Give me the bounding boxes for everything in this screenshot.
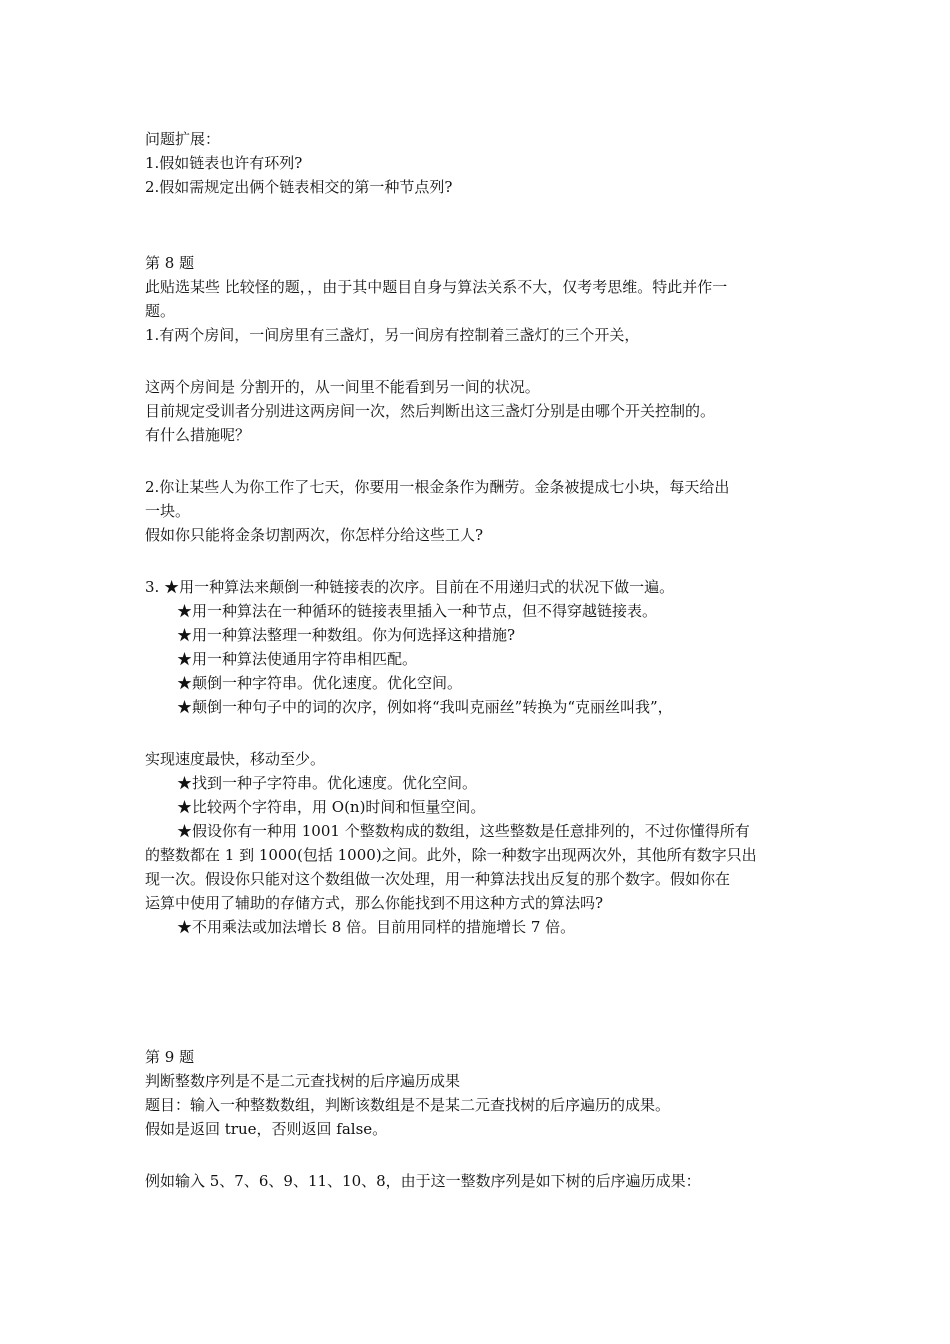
question-8-part-2-line-1: 2.你让某些人为你工作了七天，你要用一根金条作为酬劳。金条被提成七小块，每天给出 xyxy=(145,478,730,496)
question-8-part-3-speed-line: 实现速度最快，移动至少。 xyxy=(145,750,326,768)
question-8-part-3-star-9: ★不用乘法或加法增长 8 倍。目前用同样的措施增长 7 倍。 xyxy=(177,918,576,936)
question-8-part-2-line-3: 假如你只能将金条切割两次，你怎样分给这些工人? xyxy=(145,526,484,544)
question-8-part-3-line-1: 3. ★用一种算法来颠倒一种链接表的次序。目前在不用递归式的状况下做一遍。 xyxy=(145,578,675,596)
question-9-heading: 第 9 题 xyxy=(145,1048,195,1066)
question-8-part-3-star-6: ★找到一种子字符串。优化速度。优化空间。 xyxy=(177,774,478,792)
extension-title: 问题扩展： xyxy=(145,130,221,148)
question-8-part-3-star-2: ★用一种算法整理一种数组。你为何选择这种措施? xyxy=(177,626,516,644)
question-8-part-3-star-3: ★用一种算法使通用字符串相匹配。 xyxy=(177,650,418,668)
question-8-part-3-star-5: ★颠倒一种句子中的词的次序，例如将“我叫克丽丝”转换为“克丽丝叫我”， xyxy=(177,698,673,716)
question-8-part-3-star-1: ★用一种算法在一种循环的链接表里插入一种节点，但不得穿越链接表。 xyxy=(177,602,658,620)
question-9-example: 例如输入 5、7、6、9、11、10、8，由于这一整数序列是如下树的后序遍历成果： xyxy=(145,1172,701,1190)
question-8-part-1-line-3: 目前规定受训者分别进这两房间一次，然后判断出这三盏灯分别是由哪个开关控制的。 xyxy=(145,402,716,420)
extension-question-1: 1.假如链表也许有环列? xyxy=(145,154,303,172)
question-8-intro-line-2: 题。 xyxy=(145,302,176,320)
question-8-part-3-star-7: ★比较两个字符串，用 O(n)时间和恒量空间。 xyxy=(177,798,486,816)
question-8-part-2-line-2: 一块。 xyxy=(145,502,191,520)
question-8-part-3-star-8-line-1: ★假设你有一种用 1001 个整数构成的数组，这些整数是任意排列的，不过你懂得所有 xyxy=(177,822,750,840)
question-9-title: 判断整数序列是不是二元查找树的后序遍历成果 xyxy=(145,1072,461,1090)
question-8-part-1-line-4: 有什么措施呢？ xyxy=(145,426,251,444)
question-8-part-3-star-8-line-4: 运算中使用了辅助的存储方式，那么你能找到不用这种方式的算法吗? xyxy=(145,894,604,912)
question-8-heading: 第 8 题 xyxy=(145,254,195,272)
question-8-part-3-star-4: ★颠倒一种字符串。优化速度。优化空间。 xyxy=(177,674,463,692)
question-8-part-3-star-8-line-2: 的整数都在 1 到 1000(包括 1000)之间。此外，除一种数字出现两次外，其他所有数字只出 xyxy=(145,846,757,864)
extension-question-2: 2.假如需规定出俩个链表相交的第一种节点列? xyxy=(145,178,453,196)
question-9-description-line-2: 假如是返回 true，否则返回 false。 xyxy=(145,1120,388,1138)
question-9-description-line-1: 题目：输入一种整数数组，判断该数组是不是某二元查找树的后序遍历的成果。 xyxy=(145,1096,671,1114)
question-8-intro-line-1: 此贴选某些 比较怪的题，，由于其中题目自身与算法关系不大，仅考考思维。特此并作一 xyxy=(145,278,728,296)
question-8-part-3-star-8-line-3: 现一次。假设你只能对这个数组做一次处理，用一种算法找出反复的那个数字。假如你在 xyxy=(145,870,731,888)
question-8-part-1-line-2: 这两个房间是 分割开的，从一间里不能看到另一间的状况。 xyxy=(145,378,540,396)
question-8-part-1-line-1: 1.有两个房间，一间房里有三盏灯，另一间房有控制着三盏灯的三个开关， xyxy=(145,326,640,344)
